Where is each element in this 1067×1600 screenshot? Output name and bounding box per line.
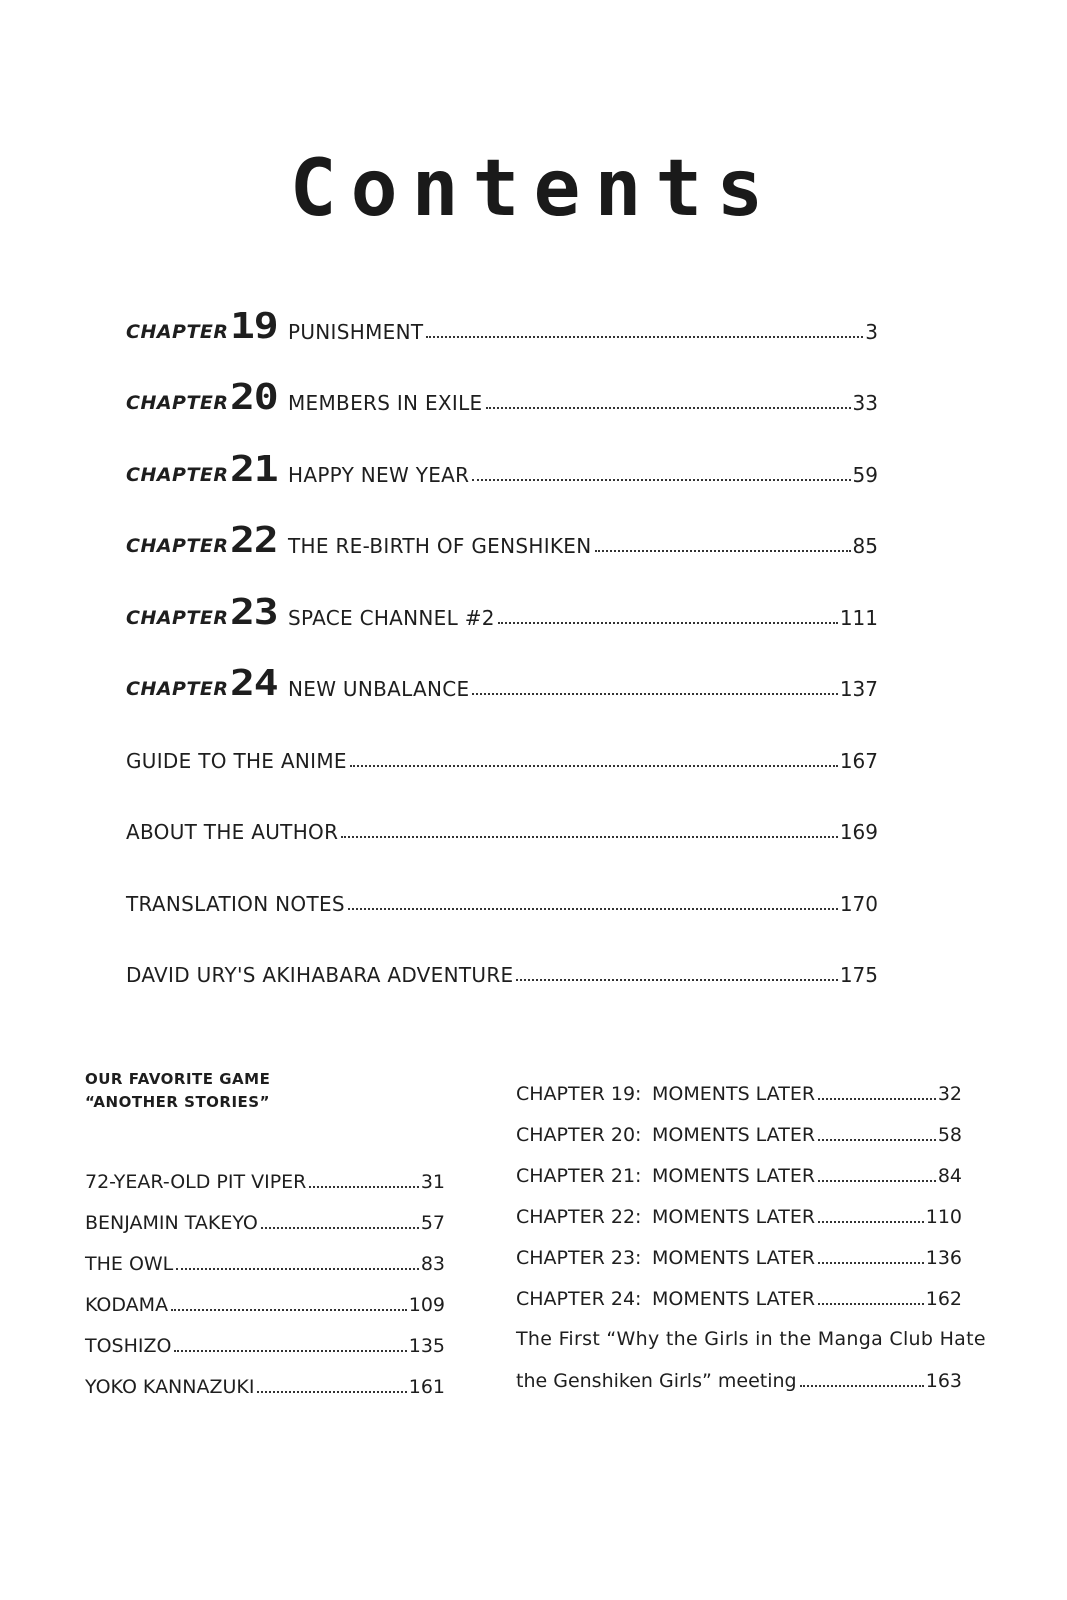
chapter-entry[interactable]	[126, 556, 878, 633]
page-number: 163	[925, 1370, 962, 1392]
dot-leader	[472, 479, 850, 481]
dot-leader	[350, 765, 838, 767]
chapter-label	[126, 305, 288, 347]
chapter-label	[126, 377, 288, 418]
extra-title: TRANSLATION NOTES	[126, 891, 345, 916]
page-number: 111	[839, 605, 878, 630]
meeting-title-line	[516, 1309, 986, 1350]
dot-leader	[261, 1227, 419, 1229]
page-number: 170	[839, 891, 878, 916]
chapter-ref: CHAPTER 24:	[516, 1288, 642, 1310]
chapter-entry[interactable]	[126, 413, 878, 490]
chapter-number: 22	[230, 520, 278, 561]
list-item[interactable]	[85, 1315, 445, 1356]
dot-leader	[595, 550, 851, 552]
heading-line: “ANOTHER STORIES”	[85, 1093, 270, 1111]
dot-leader	[800, 1385, 924, 1387]
dot-leader	[171, 1309, 407, 1311]
chapter-ref: CHAPTER 22:	[516, 1206, 642, 1228]
list-item[interactable]	[85, 1192, 445, 1233]
extra-entry[interactable]	[126, 914, 878, 986]
item-title: MOMENTS LATER	[652, 1288, 816, 1310]
dot-leader	[818, 1262, 924, 1264]
page-number: 83	[420, 1253, 445, 1275]
dot-leader	[818, 1180, 936, 1182]
page-title: Contents	[289, 144, 778, 234]
extra-entry[interactable]	[126, 699, 878, 771]
dot-leader	[818, 1139, 936, 1141]
dot-leader	[516, 979, 837, 981]
extra-title: DAVID URY'S AKIHABARA ADVENTURE	[126, 963, 514, 987]
item-title: 72-YEAR-OLD PIT VIPER	[85, 1171, 307, 1193]
page-number: 162	[925, 1288, 962, 1310]
meeting-title-cont: the Genshiken Girls” meeting	[516, 1370, 797, 1392]
page-number: 85	[852, 534, 878, 558]
heading-line: OUR FAVORITE GAME	[85, 1070, 271, 1088]
chapter-list	[126, 270, 878, 985]
chapter-title: NEW UNBALANCE	[288, 677, 470, 701]
chapter-label	[126, 591, 288, 633]
chapter-entry[interactable]	[126, 342, 878, 418]
chapter-entry[interactable]	[126, 628, 878, 704]
list-item[interactable]	[85, 1233, 445, 1274]
list-item[interactable]	[516, 1186, 962, 1227]
chapter-number: 21	[230, 448, 278, 490]
page-number: 58	[937, 1124, 962, 1146]
page-number: 161	[408, 1376, 445, 1398]
chapter-label	[126, 520, 288, 561]
extra-title: GUIDE TO THE ANIME	[126, 748, 347, 773]
item-title: MOMENTS LATER	[652, 1124, 816, 1146]
extra-entry[interactable]	[126, 842, 878, 914]
item-title: YOKO KANNAZUKI	[85, 1376, 255, 1398]
page-number: 167	[839, 748, 878, 773]
chapter-title: PUNISHMENT	[288, 319, 424, 344]
chapter-title: THE RE-BIRTH OF GENSHIKEN	[288, 534, 592, 558]
dot-leader	[472, 693, 837, 695]
item-title: THE OWL	[85, 1253, 174, 1275]
moments-later-list	[516, 1063, 986, 1392]
chapter-entry[interactable]	[126, 485, 878, 561]
page-number: 175	[839, 963, 878, 987]
list-item[interactable]	[516, 1350, 962, 1391]
chapter-title: SPACE CHANNEL #2	[288, 605, 495, 630]
list-item[interactable]	[516, 1268, 962, 1309]
chapter-word: CHAPTER	[126, 535, 229, 557]
chapter-ref: CHAPTER 19:	[516, 1083, 642, 1105]
chapter-number: 19	[230, 305, 278, 347]
item-title: KODAMA	[85, 1294, 169, 1316]
dot-leader	[498, 622, 838, 624]
list-item[interactable]	[85, 1356, 445, 1397]
item-title: MOMENTS LATER	[652, 1165, 816, 1187]
list-item[interactable]	[85, 1151, 445, 1192]
dot-leader	[348, 908, 838, 910]
chapter-word: CHAPTER	[126, 606, 229, 629]
page-number: 59	[852, 462, 878, 487]
list-item[interactable]	[516, 1063, 962, 1104]
favorite-game-list	[85, 1068, 445, 1397]
chapter-ref: CHAPTER 21:	[516, 1165, 642, 1187]
chapter-number: 23	[230, 591, 278, 633]
list-item[interactable]	[516, 1145, 962, 1186]
dot-leader	[818, 1303, 924, 1305]
item-title: BENJAMIN TAKEYO	[85, 1212, 258, 1234]
page-number: 57	[420, 1212, 445, 1234]
page-number: 109	[408, 1294, 445, 1316]
extra-entry[interactable]	[126, 771, 878, 843]
dot-leader	[176, 1268, 419, 1270]
chapter-label	[126, 663, 288, 704]
page-number: 135	[408, 1335, 445, 1357]
item-title: MOMENTS LATER	[652, 1206, 816, 1228]
dot-leader	[257, 1391, 406, 1393]
item-title: TOSHIZO	[85, 1335, 172, 1357]
chapter-title: HAPPY NEW YEAR	[288, 462, 470, 487]
dot-leader	[426, 336, 863, 338]
meeting-title: The First “Why the Girls in the Manga Club Hate	[516, 1328, 986, 1350]
favorite-game-heading	[85, 1068, 445, 1151]
page-number: 33	[852, 391, 878, 415]
page-number: 31	[420, 1171, 445, 1193]
page-number: 84	[937, 1165, 962, 1187]
page-number: 3	[865, 319, 878, 344]
chapter-number: 20	[230, 377, 278, 418]
chapter-entry[interactable]	[126, 270, 878, 347]
list-item[interactable]	[516, 1227, 962, 1268]
list-item[interactable]	[516, 1104, 962, 1145]
chapter-ref: CHAPTER 23:	[516, 1247, 642, 1269]
dot-leader	[309, 1186, 418, 1188]
page-number: 32	[937, 1083, 962, 1105]
chapter-word: CHAPTER	[126, 463, 229, 486]
page-number: 110	[925, 1206, 962, 1228]
extra-title: ABOUT THE AUTHOR	[126, 820, 339, 844]
dot-leader	[341, 836, 838, 838]
page-number: 137	[839, 677, 878, 701]
dot-leader	[818, 1221, 924, 1223]
chapter-word: CHAPTER	[126, 392, 229, 414]
dot-leader	[818, 1098, 936, 1100]
dot-leader	[486, 407, 851, 409]
item-title: MOMENTS LATER	[652, 1247, 816, 1269]
chapter-word: CHAPTER	[126, 678, 229, 700]
list-item[interactable]	[85, 1274, 445, 1315]
chapter-word: CHAPTER	[126, 320, 229, 343]
item-title: MOMENTS LATER	[652, 1083, 816, 1105]
chapter-title: MEMBERS IN EXILE	[288, 391, 483, 415]
chapter-ref: CHAPTER 20:	[516, 1124, 642, 1146]
chapter-number: 24	[230, 663, 278, 704]
chapter-label	[126, 448, 288, 490]
page-number: 169	[839, 820, 878, 844]
dot-leader	[174, 1350, 406, 1352]
page-number: 136	[925, 1247, 962, 1269]
